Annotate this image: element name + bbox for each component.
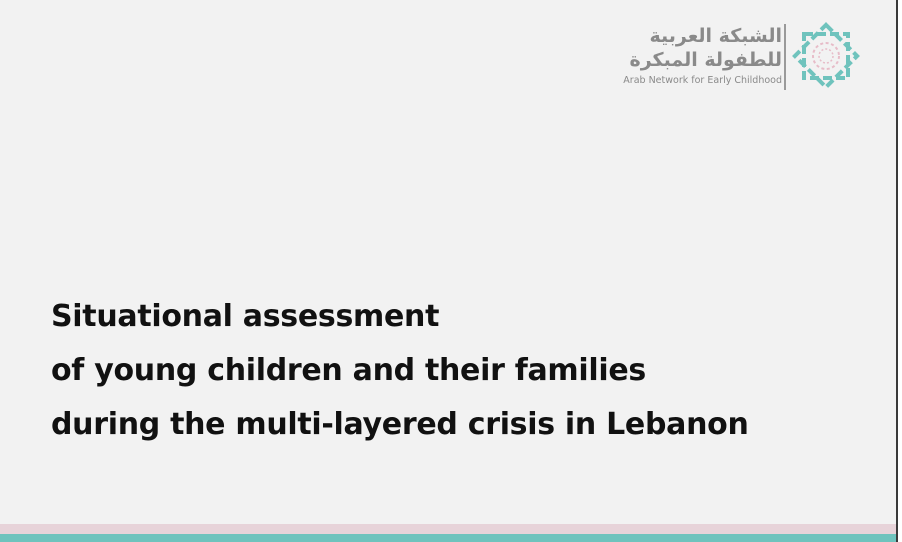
logo-arabic-line-1: الشبكة العربية [649, 25, 782, 47]
title-line-2: of young children and their families [51, 353, 646, 388]
slide-edge-divider [896, 0, 898, 542]
arabesque-star-icon [790, 20, 862, 92]
footer-band-teal [0, 534, 896, 542]
logo-english-name: Arab Network for Early Childhood [623, 75, 782, 86]
logo-divider [784, 24, 786, 90]
logo-arabic-line-2: للطفولة المبكرة [629, 49, 782, 71]
title-line-3: during the multi-layered crisis in Lebanon [51, 407, 749, 442]
logo [600, 20, 862, 92]
title-line-1: Situational assessment [51, 299, 440, 334]
logo-text [592, 24, 782, 88]
page-title [51, 290, 749, 452]
footer-band-pink [0, 524, 896, 534]
